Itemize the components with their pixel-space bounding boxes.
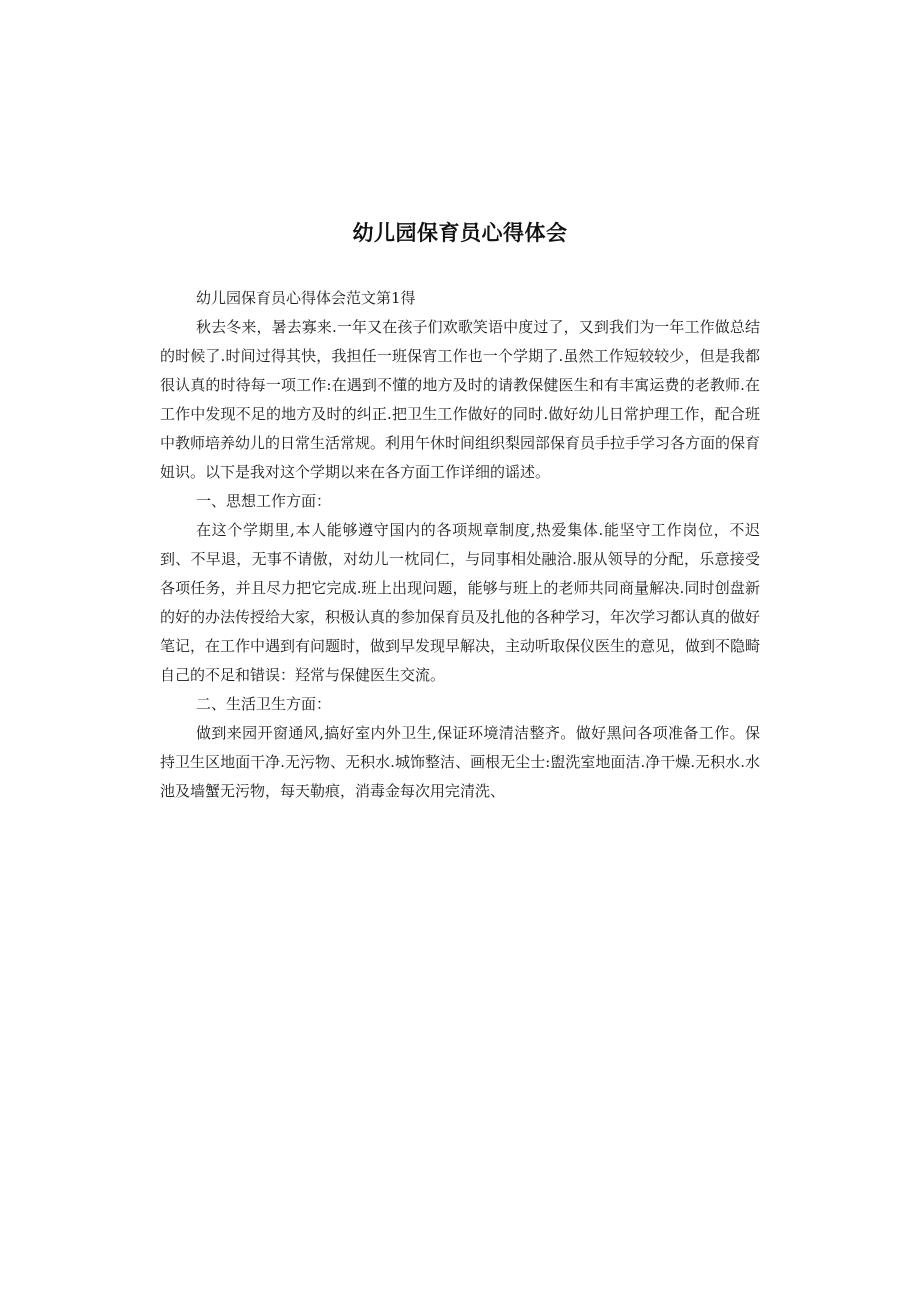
paragraph-intro: 秋去冬来，暑去寡来.一年又在孩子们欢歌笑语中度过了，又到我们为一年工作做总结的时候了.时间过得其快，我担任一班保宵工作也一个学期了.虽然工作短较较少，但是我都很认真的时待每一项工作:在遇到不懂的地方及时的请教保健医生和有丰寓运费的老教师.在工作中发现不足的地方及时的纠正.把卫生工作做好的同时.做好幼儿日常护理工作，配合班中教师培养幼儿的日常生活常规。利用午休时间组织梨园部保育员手拉手学习各方面的保育妞识。以下是我对这个学期以来在各方面工作详细的谣述。 — [160, 318, 761, 481]
document-body — [160, 284, 760, 806]
paragraph-thought-work: 在这个学期里,本人能够遵守国内的各项规章制度,热爱集体.能坚守工作岗位，不迟到、不早退，无事不请傲，对幼儿一枕同仁，与同事相处融洽.服从领导的分配，乐意接受各项任务，并且尽力把它完成.班上出现问题，能够与班上的老师共同商量解决.同时创盘新的好的办法传授给大家，积极认真的参加保育员及扎他的各种学习，年次学习都认真的做好笔记，在工作中遇到有问题时，做到早发现早解决，主动听取保仪医生的意见，做到不隐畸自己的不足和错误：羟常与保健医生交流。 — [160, 521, 761, 684]
document-subtitle: 幼儿园保育员心得体会范文第1得 — [196, 289, 416, 307]
paragraph-hygiene: 做到来园开窗通风,搞好室内外卫生,保证环境清洁整齐。做好黑问各项准备工作。保持卫生区地面干净.无污物、无积水.城饰整洁、画根无尘士:盥洗室地面洁.净干燥.无积水.水池及墙蟹无污物，每天勒痕，消毒金每次用完清洗、 — [160, 724, 760, 800]
section-heading-hygiene: 二、生活卫生方面： — [196, 695, 332, 713]
section-heading-thought-work: 一、思想工作方面： — [196, 492, 332, 510]
document-title: 幼儿园保育员心得体会 — [352, 221, 568, 245]
document-page — [160, 0, 760, 1301]
